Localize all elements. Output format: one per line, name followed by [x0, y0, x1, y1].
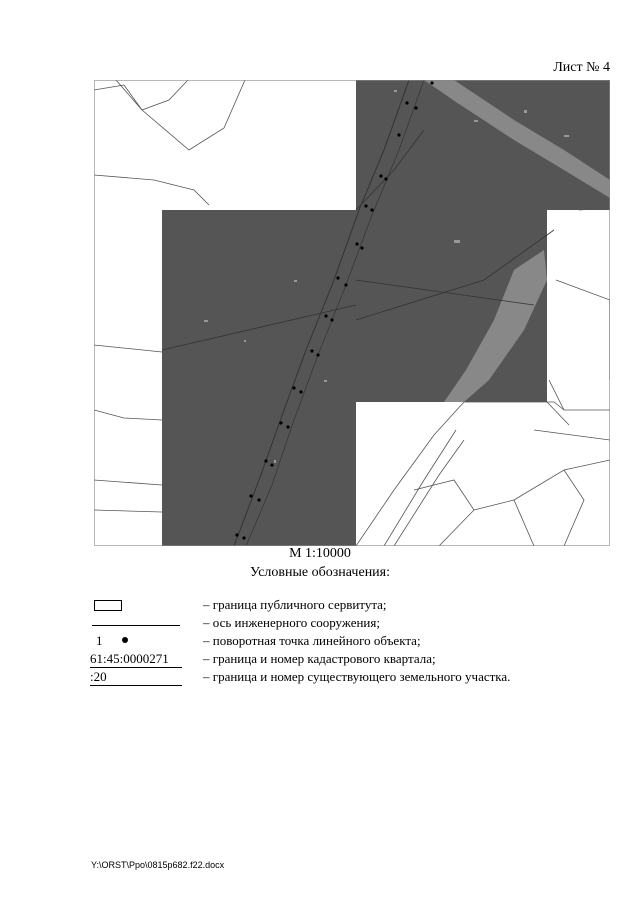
parcel-boundary-symbol	[90, 668, 182, 686]
map-drawing	[94, 80, 610, 546]
legend-row-axis	[90, 614, 610, 632]
file-path: Y:\ORST\Ppo\0815p682.f22.docx	[91, 860, 225, 870]
legend-description: – граница и номер кадастрового квартала;	[203, 651, 436, 666]
legend-description: – ось инженерного сооружения;	[203, 615, 380, 630]
dot-icon	[122, 637, 128, 643]
legend-row-parcel	[90, 668, 610, 686]
legend-row-turning-point	[90, 632, 610, 650]
legend-row-quarter	[90, 650, 610, 668]
legend-row-servitude	[90, 596, 610, 614]
quarter-boundary-symbol	[90, 650, 182, 668]
legend-description: – поворотная точка линейного объекта;	[203, 633, 421, 648]
axis-line-symbol	[90, 614, 182, 632]
legend-description: – граница публичного сервитута;	[203, 597, 387, 612]
servitude-boundary-symbol	[90, 596, 182, 614]
quarter-code: 61:45:0000271	[90, 650, 182, 668]
map-scale: М 1:10000	[289, 546, 351, 561]
turning-point-number: 1	[96, 633, 103, 648]
legend	[90, 596, 610, 686]
turning-point-symbol	[90, 632, 182, 650]
parcel-code: :20	[90, 668, 182, 686]
sheet-number: Лист № 4	[553, 60, 610, 75]
legend-description: – граница и номер существующего земельного участка.	[203, 669, 511, 684]
legend-title: Условные обозначения:	[249, 565, 391, 580]
cadastral-map	[94, 80, 610, 546]
